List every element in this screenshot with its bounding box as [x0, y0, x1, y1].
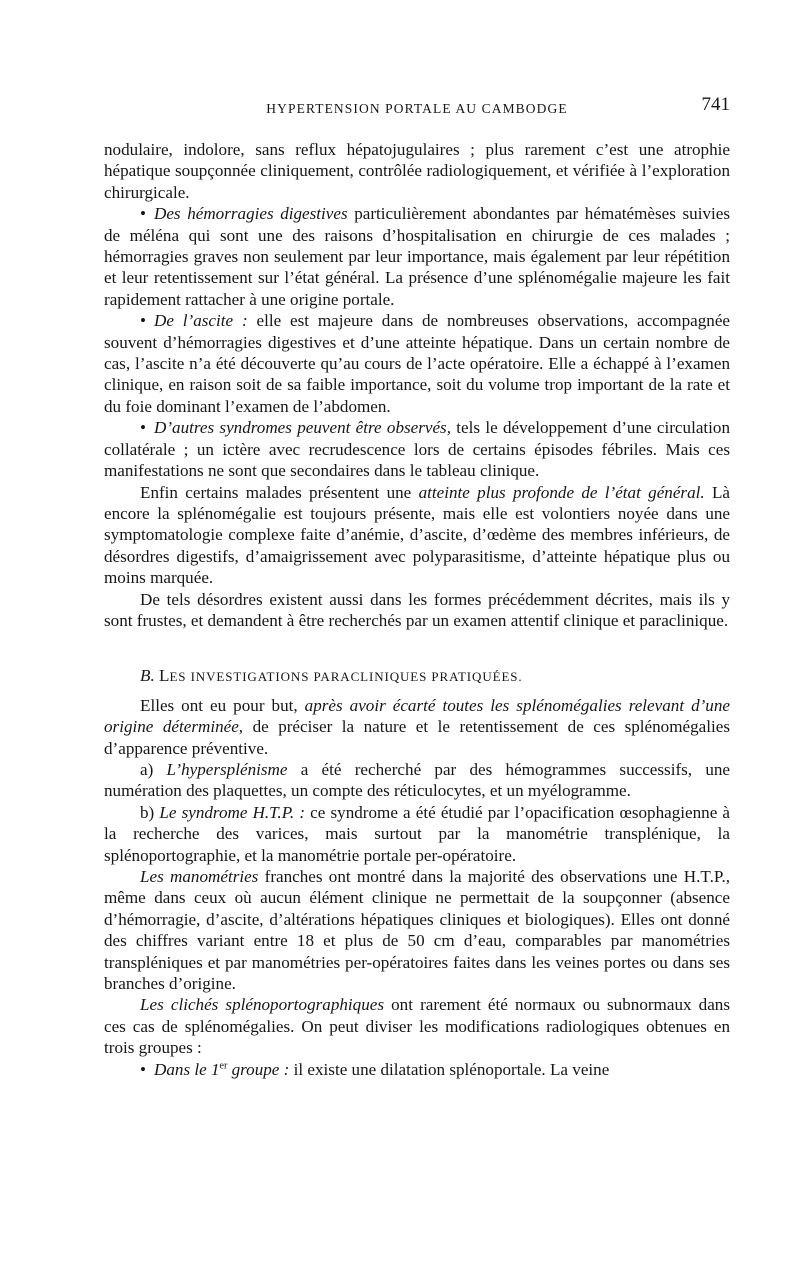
item-label: a)	[140, 759, 167, 779]
running-title: HYPERTENSION PORTALE AU CAMBODGE	[266, 101, 568, 116]
emphasis-text: Les clichés splénoportographiques	[140, 995, 385, 1015]
paragraph	[104, 695, 730, 759]
paragraph	[104, 589, 730, 632]
bullet-paragraph	[104, 417, 730, 481]
emphasis-text: Dans le 1	[154, 1059, 220, 1079]
section-letter: B.	[140, 666, 155, 686]
page-number: 741	[701, 94, 730, 115]
paragraph-lead: D’autres syndromes peuvent être observés,	[154, 418, 451, 438]
paragraph-text: il existe une dilatation splénoportale. La veine	[289, 1059, 610, 1079]
section-title-initial: L	[159, 666, 170, 686]
emphasis-text: L’hypersplénisme	[166, 759, 288, 779]
paragraph-text: a été recherché par des hémogrammes successifs, une numération des plaquettes, un compte des réticulocytes, et un myélogramme.	[104, 759, 730, 801]
paragraph	[104, 759, 730, 802]
emphasis-text: après avoir écarté toutes les splénomégalies relevant d’une origine déterminée,	[104, 695, 730, 737]
emphasis-text: groupe :	[227, 1059, 290, 1079]
paragraph-text: particulièrement abondantes par hématémèses suivies de méléna qui sont une des raisons d’hospitalisation en chirurgie de ces malades ; hémorragies graves non seulement par leur importance, mais également par leur répétition et leur retentissement sur l’état général. La présence d’une splénomégalie majeure les fait rapidement rattacher à une origine portale.	[104, 204, 730, 309]
emphasis-text: Le syndrome H.T.P. :	[159, 802, 306, 822]
page-header	[104, 94, 730, 122]
paragraph-text: ont rarement été normaux ou subnormaux dans ces cas de splénomégalies. On peut diviser les modifications radiologiques obtenues en trois groupes :	[104, 995, 730, 1058]
paragraph	[104, 994, 730, 1058]
paragraph-text: Elles ont eu pour but,	[140, 695, 305, 715]
paragraph-text: de préciser la nature et le retentissement de ces splénomégalies d’apparence préventive.	[104, 717, 730, 758]
paragraph-text: franches ont montré dans la majorité des observations une H.T.P., même dans ceux où aucun élément clinique ne permettait de la soupçonner (absence d’hémorragie, d’ascite, d’altérations hépatiques cliniques et biologiques). Elles ont donné des chiffres variant entre 18 et plus de 50 cm d’eau, comparables par manométries transpléniques et par manométries per-opératoires faites dans les veines portes ou dans ses branches d’origine.	[104, 867, 731, 994]
paragraph-text: tels le développement d’une circulation collatérale ; un ictère avec recrudescence lors de certains épisodes fébriles. Mais ces manifestations ne sont que secondaires dans le tableau clinique.	[104, 418, 730, 481]
paragraph-text: Enfin certains malades présentent une	[140, 482, 419, 502]
paragraph-lead: Des hémorragies digestives	[154, 204, 348, 224]
section-heading	[104, 665, 730, 687]
section-title: ES INVESTIGATIONS PARACLINIQUES PRATIQUÉES.	[169, 669, 523, 685]
bullet-paragraph	[104, 203, 730, 310]
paragraph-lead: De l’ascite :	[154, 311, 248, 331]
body-text	[104, 139, 730, 1080]
bullet: •	[140, 311, 146, 331]
bullet: •	[140, 204, 146, 224]
paragraph-text: elle est majeure dans de nombreuses observations, accompagnée souvent d’hémorragies digestives et d’une atteinte hépatique. Dans un certain nombre de cas, l’ascite n’a été découverte qu’au cours de l’acte opératoire. Elle a échappé à l’examen clinique, en raison soit de sa faible importance, soit du volume trop important de la rate et du foie dominant l’examen de l’abdomen.	[104, 311, 731, 416]
bullet: •	[140, 418, 146, 438]
paragraph-text: ce syndrome a été étudié par l’opacification œsophagienne à la recherche des varices, mais surtout par la manométrie transplénique, la splénoportographie, et la manométrie portale per-opératoire.	[104, 802, 730, 865]
emphasis-text: Les manométries	[140, 867, 259, 886]
superscript: er	[219, 1059, 228, 1071]
paragraph-text: nodulaire, indolore, sans reflux hépatojugulaires ; plus rarement c’est une atrophie hépatique soupçonnée cliniquement, contrôlée radiologiquement, et vérifiée à l’exploration chirurgicale.	[104, 140, 730, 202]
bullet-paragraph	[104, 310, 730, 417]
paragraph	[104, 866, 730, 994]
paragraph	[104, 482, 730, 589]
paragraph-text: De tels désordres existent aussi dans les formes précédemment décrites, mais ils y sont frustes, et demandent à être recherchés par un examen attentif clinique et paraclinique.	[104, 589, 730, 630]
paragraph	[104, 802, 730, 866]
paragraph-text: Là encore la splénomégalie est toujours présente, mais elle est volontiers noyée dans une symptomatologie complexe faite d’anémie, d’ascite, d’œdème des membres inférieurs, de désordres digestifs, d’amaigrissement avec polyparasitisme, d’atteinte hépatique plus ou moins marquée.	[104, 482, 730, 588]
item-label: b)	[140, 802, 160, 822]
bullet: •	[140, 1059, 146, 1079]
paragraph	[104, 139, 730, 203]
emphasis-text: atteinte plus profonde de l’état général.	[418, 482, 705, 502]
bullet-paragraph	[104, 1059, 730, 1080]
